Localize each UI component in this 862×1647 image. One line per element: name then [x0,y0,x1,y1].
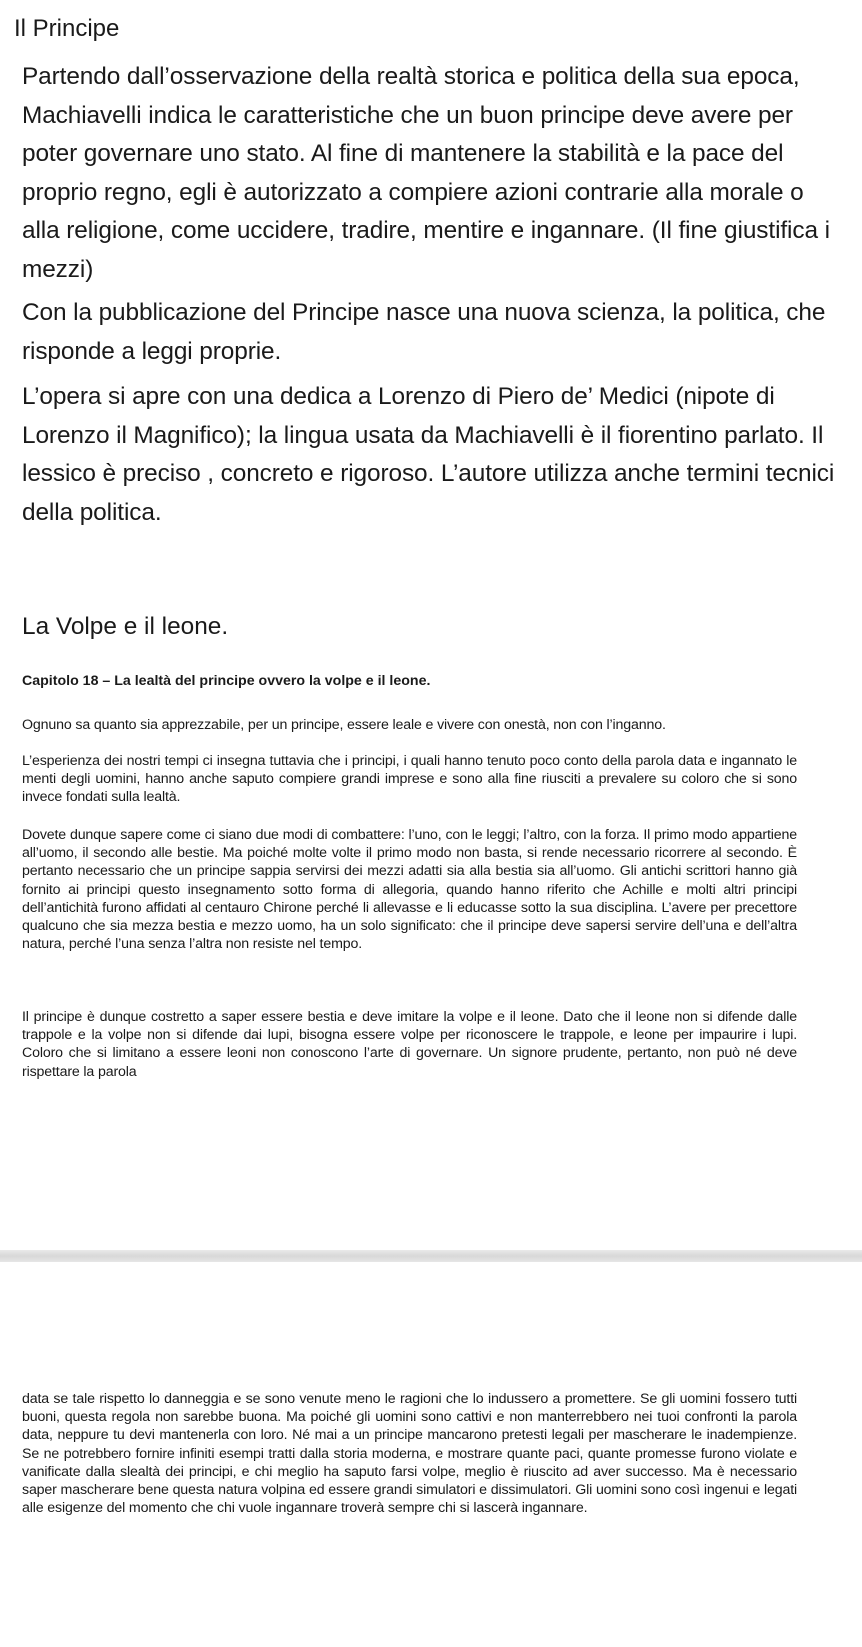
page-divider [0,1250,862,1262]
chapter-title: Capitolo 18 – La lealtà del principe ovvero la volpe e il leone. [22,673,431,689]
chapter-paragraph-1: Ognuno sa quanto sia apprezzabile, per un principe, essere leale e vivere con onestà, non con l’inganno. [22,717,666,733]
intro-paragraph-2: Con la pubblicazione del Principe nasce una nuova scienza, la politica, che risponde a leggi proprie. [22,299,826,365]
chapter-paragraph-2: L’esperienza dei nostri tempi ci insegna tuttavia che i principi, i quali hanno tenuto poco conto della parola data e ingannato le menti degli uomini, hanno anche saputo compiere grandi imprese e sono alla fine riusciti a prevalere su coloro che si sono invece fondati sulla lealtà. [22,753,797,806]
page-bottom [0,1262,862,1647]
intro-paragraph-3: L’opera si apre con una dedica a Lorenzo di Piero de’ Medici (nipote di Lorenzo il Magnifico); la lingua usata da Machiavelli è il fiorentino parlato. Il lessico è preciso , concreto e rigoroso. L’autore utilizza anche termini tecnici della politica. [22,383,835,526]
chapter-paragraph-4: Il principe è dunque costretto a saper essere bestia e deve imitare la volpe e il leone. Dato che il leone non si difende dalle trappole e la volpe non si difende dai lupi, bisogna essere volpe per riconoscere le trappole, e leone per impaurire i lupi. Coloro che si limitano a essere leoni non conoscono l’arte di governare. Un signore prudente, pertanto, non può né deve rispettare la parola [22,1009,797,1080]
document-title: Il Principe [14,15,120,42]
section-heading: La Volpe e il leone. [22,613,229,640]
continued-paragraph: data se tale rispetto lo danneggia e se sono venute meno le ragioni che lo indussero a promettere. Se gli uomini fossero tutti buoni, questa regola non sarebbe buona. Ma poiché gli uomini sono cattivi e non manterrebbero nei tuoi confronti la parola data, neppure tu devi mantenerla con loro. Né mai a un principe mancarono pretesti legali per mascherare le inadempienze. Se ne potrebbero fornire infiniti esempi tratti dalla storia moderna, e mostrare quante paci, quante promesse furono violate e vanificate dalla slealtà dei principi, e chi meglio ha saputo farsi volpe, meglio è riuscito ad aver successo. Ma è necessario saper mascherare bene questa natura volpina ed essere grandi simulatori e dissimulatori. Gli uomini sono così ingenui e legati alle esigenze del momento che chi vuole ingannare troverà sempre chi si lascerà ingannare. [22,1391,797,1517]
intro-paragraph-1: Partendo dall’osservazione della realtà storica e politica della sua epoca, Machiavelli indica le caratteristiche che un buon principe deve avere per poter governare uno stato. Al fine di mantenere la stabilità e la pace del proprio regno, egli è autorizzato a compiere azioni contrarie alla morale o alla religione, come uccidere, tradire, mentire e ingannare. (Il fine giustifica i mezzi) [22,63,830,283]
chapter-paragraph-3: Dovete dunque sapere come ci siano due modi di combattere: l’uno, con le leggi; l’altro, con la forza. Il primo modo appartiene all’uomo, il secondo alle bestie. Ma poiché molte volte il primo modo non basta, si rende necessario ricorrere al secondo. È pertanto necessario che un principe sappia servirsi dei mezzi adatti sia alla bestia sia all’uomo. Gli antichi scrittori hanno già fornito ai principi questo insegnamento sotto forma di allegoria, quando hanno riferito che Achille e molti altri principi dell’antichità furono affidati al centauro Chirone perché li allevasse e li educasse sotto la sua disciplina. L’avere per precettore qualcuno che sia mezza bestia e mezzo uomo, ha un solo significato: che il principe deve sapersi servire dell’una e dell’altra natura, perché l’una senza l’altra non resiste nel tempo. [22,827,797,953]
